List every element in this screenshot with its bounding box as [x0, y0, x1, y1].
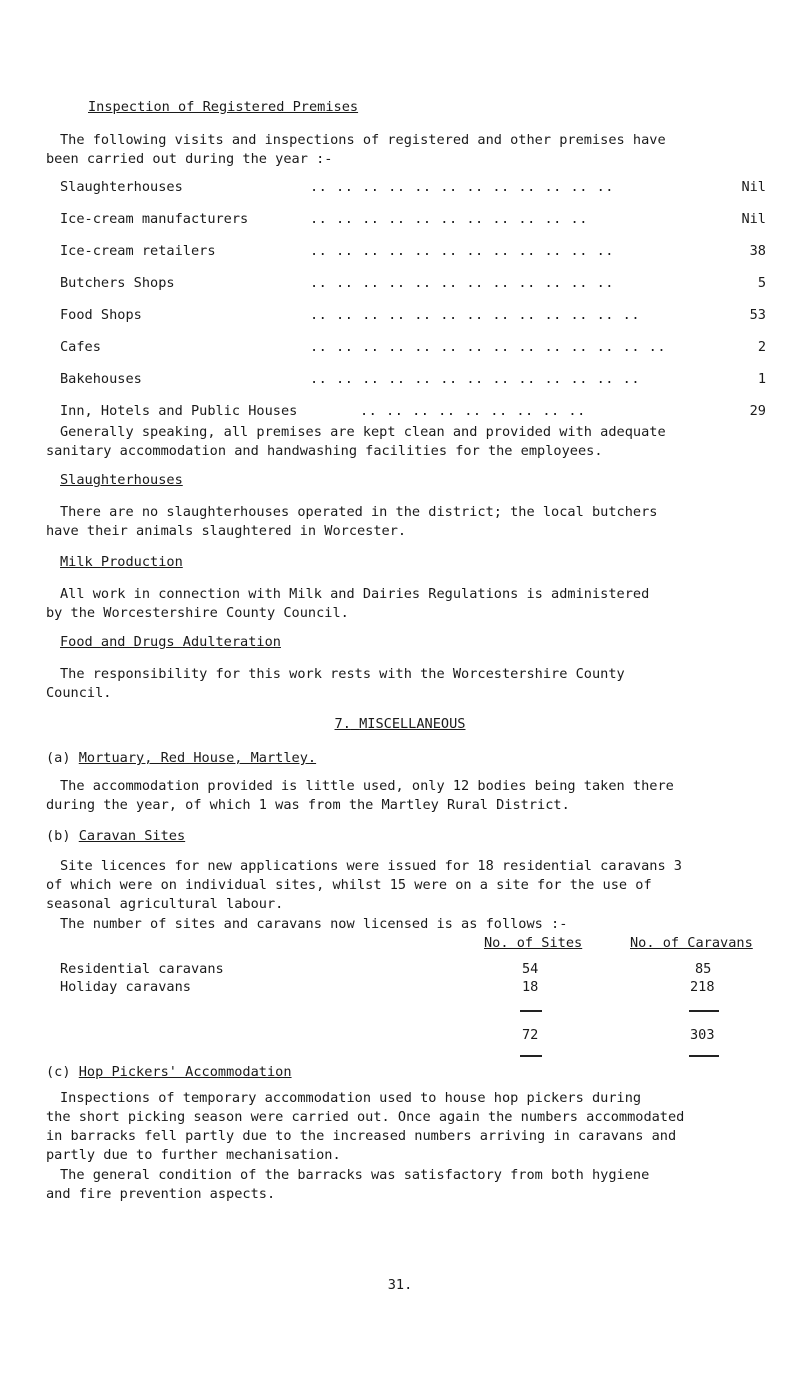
- section-title-food-drugs: Food and Drugs Adulteration: [60, 634, 281, 650]
- subsection-marker: (c): [46, 1064, 71, 1080]
- premises-label: Ice-cream retailers: [60, 243, 216, 259]
- page-number: 31.: [387, 1277, 413, 1293]
- row-caravans: 218: [690, 979, 715, 995]
- subsection-marker: (b): [46, 828, 71, 844]
- premises-value: Nil: [741, 179, 766, 195]
- premises-row: [60, 178, 766, 197]
- food-drugs-line-1: The responsibility for this work rests with the Worcestershire County: [60, 666, 625, 682]
- hop-pickers-line-5: The general condition of the barracks was satisfactory from both hygiene: [60, 1167, 650, 1183]
- subsection-a-heading: [46, 749, 316, 768]
- leader-dots: .. .. .. .. .. .. .. .. .. .. .. .. .. ..: [310, 339, 667, 355]
- leader-dots: .. .. .. .. .. .. .. .. .. .. .. ..: [310, 179, 614, 195]
- premises-label: Bakehouses: [60, 371, 142, 387]
- leader-dots: .. .. .. .. .. .. .. .. .. .. ..: [310, 211, 588, 227]
- premises-label: Slaughterhouses: [60, 179, 183, 195]
- premises-row: [60, 210, 766, 229]
- subsection-marker: (a): [46, 750, 71, 766]
- slaughterhouses-line-2: have their animals slaughtered in Worcester.: [46, 523, 407, 539]
- row-sites: 54: [522, 961, 539, 977]
- sum-rule: [689, 1010, 719, 1012]
- sum-rule: [520, 1010, 542, 1012]
- general-paragraph: [46, 423, 776, 461]
- mortuary-line-2: during the year, of which 1 was from the Martley Rural District.: [46, 797, 570, 813]
- premises-value: Nil: [741, 211, 766, 227]
- total-sites: 72: [522, 1027, 539, 1043]
- row-caravans: 85: [695, 961, 712, 977]
- hop-pickers-line-4: partly due to further mechanisation.: [46, 1147, 341, 1163]
- caravans-line-2: of which were on individual sites, whilst 15 were on a site for the use of: [46, 877, 652, 893]
- slaughterhouses-line-1: There are no slaughterhouses operated in the district; the local butchers: [60, 504, 658, 520]
- hop-pickers-line-3: in barracks fell partly due to the increased numbers arriving in caravans and: [46, 1128, 677, 1144]
- premises-label: Food Shops: [60, 307, 142, 323]
- subsection-title: Hop Pickers' Accommodation: [78, 1064, 292, 1080]
- premises-label: Ice-cream manufacturers: [60, 211, 249, 227]
- premises-label: Butchers Shops: [60, 275, 175, 291]
- intro-line-1: The following visits and inspections of registered and other premises have: [60, 132, 666, 148]
- mortuary-line-1: The accommodation provided is little used, only 12 bodies being taken there: [60, 778, 674, 794]
- food-drugs-paragraph: [46, 665, 776, 703]
- premises-row: [60, 370, 766, 389]
- leader-dots: .. .. .. .. .. .. .. .. .. .. .. .. ..: [310, 371, 640, 387]
- premises-value: 2: [757, 339, 766, 355]
- row-sites: 18: [522, 979, 539, 995]
- section-number: 7.: [334, 716, 351, 732]
- subsection-title: Caravan Sites: [78, 828, 186, 844]
- caravans-line-1: Site licences for new applications were issued for 18 residential caravans 3: [60, 858, 682, 874]
- slaughterhouses-paragraph: [46, 503, 776, 541]
- total-rule: [689, 1055, 719, 1057]
- premises-value: 53: [749, 307, 766, 323]
- caravans-line-4: The number of sites and caravans now licensed is as follows :-: [60, 916, 568, 932]
- hop-pickers-line-6: and fire prevention aspects.: [46, 1186, 276, 1202]
- hop-pickers-paragraph: [46, 1089, 776, 1165]
- premises-row: [60, 402, 766, 421]
- section-title-slaughterhouses: Slaughterhouses: [60, 472, 183, 488]
- premises-row: [60, 338, 766, 357]
- food-drugs-line-2: Council.: [46, 685, 112, 701]
- section-title-milk: Milk Production: [60, 554, 183, 570]
- mortuary-paragraph: [46, 777, 776, 815]
- milk-line-1: All work in connection with Milk and Dairies Regulations is administered: [60, 586, 650, 602]
- leader-dots: .. .. .. .. .. .. .. .. ..: [360, 403, 586, 419]
- leader-dots: .. .. .. .. .. .. .. .. .. .. .. .. ..: [310, 307, 640, 323]
- subsection-c-heading: [46, 1063, 292, 1082]
- premises-row: [60, 306, 766, 325]
- general-line-1: Generally speaking, all premises are kept clean and provided with adequate: [60, 424, 666, 440]
- subsection-b-heading: [46, 827, 185, 846]
- hop-pickers-paragraph-2: [46, 1166, 776, 1204]
- intro-paragraph: [46, 131, 776, 169]
- premises-row: [60, 274, 766, 293]
- leader-dots: .. .. .. .. .. .. .. .. .. .. .. ..: [310, 243, 614, 259]
- col-header-caravans: No. of Caravans: [630, 935, 753, 951]
- caravans-line-3: seasonal agricultural labour.: [46, 896, 284, 912]
- intro-line-2: been carried out during the year :-: [46, 151, 333, 167]
- general-line-2: sanitary accommodation and handwashing facilities for the employees.: [46, 443, 603, 459]
- premises-value: 38: [749, 243, 766, 259]
- premises-row: [60, 242, 766, 261]
- total-rule: [520, 1055, 542, 1057]
- col-header-sites: No. of Sites: [484, 935, 583, 951]
- row-label: Residential caravans: [60, 961, 224, 977]
- leader-dots: .. .. .. .. .. .. .. .. .. .. .. ..: [310, 275, 614, 291]
- page-heading: Inspection of Registered Premises: [88, 99, 359, 115]
- row-label: Holiday caravans: [60, 979, 191, 995]
- premises-value: 1: [757, 371, 766, 387]
- premises-label: Inn, Hotels and Public Houses: [60, 403, 298, 419]
- premises-value: 29: [749, 403, 766, 419]
- hop-pickers-line-1: Inspections of temporary accommodation used to house hop pickers during: [60, 1090, 642, 1106]
- milk-paragraph: [46, 585, 776, 623]
- section-title: MISCELLANEOUS: [359, 716, 466, 732]
- subsection-title: Mortuary, Red House, Martley.: [78, 750, 317, 766]
- hop-pickers-line-2: the short picking season were carried out. Once again the numbers accommodated: [46, 1109, 685, 1125]
- caravans-paragraph: [46, 857, 776, 914]
- section-7-heading: [0, 715, 800, 734]
- milk-line-2: by the Worcestershire County Council.: [46, 605, 349, 621]
- premises-label: Cafes: [60, 339, 101, 355]
- premises-value: 5: [757, 275, 766, 291]
- total-caravans: 303: [690, 1027, 715, 1043]
